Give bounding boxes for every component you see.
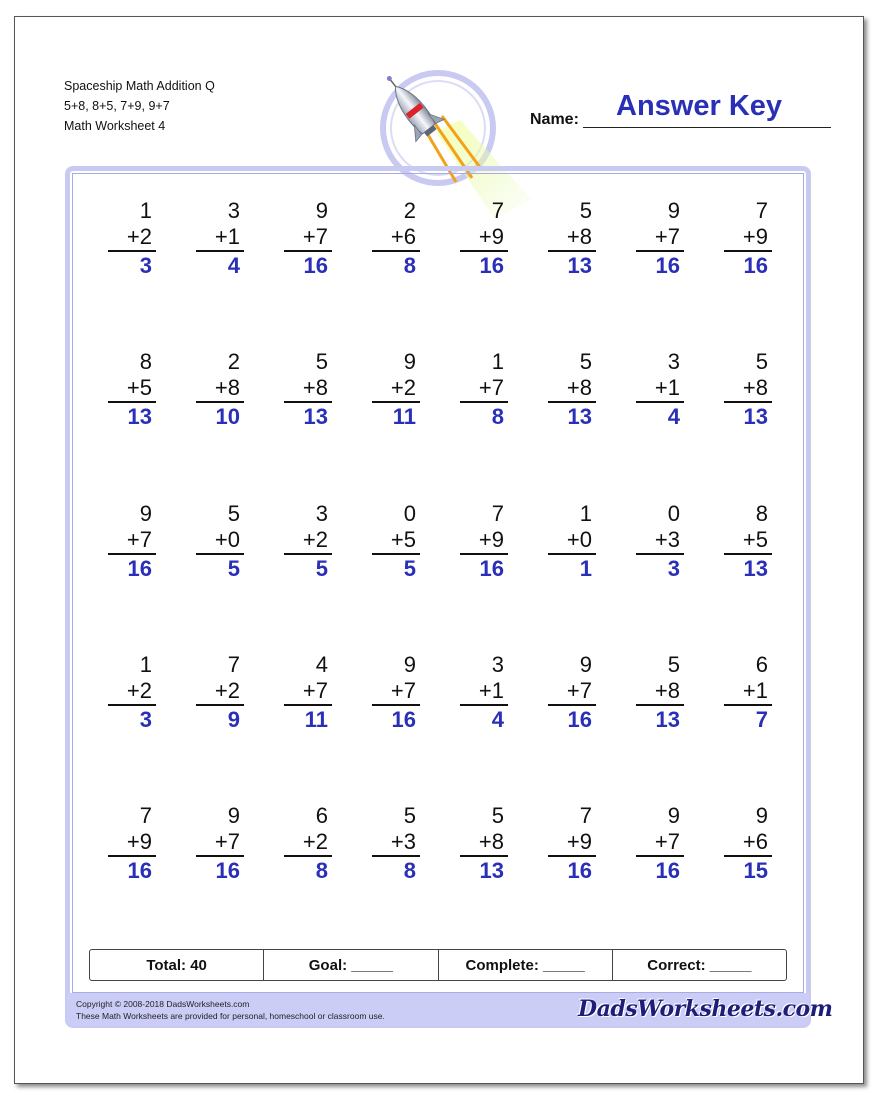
problem-addend-top: 1 bbox=[491, 349, 504, 374]
problem-addend-top: 9 bbox=[139, 501, 152, 526]
problem-addend-bottom: +7 bbox=[566, 678, 592, 703]
score-total: Total: 40 bbox=[90, 950, 264, 980]
worksheet-title: Spaceship Math Addition Q bbox=[64, 79, 215, 93]
problem bbox=[536, 652, 596, 734]
problem-addend-bottom: +1 bbox=[654, 375, 680, 400]
problem-addend-bottom: +1 bbox=[742, 678, 768, 703]
problem-addend-top: 0 bbox=[667, 501, 680, 526]
problem-answer: 5 bbox=[403, 556, 416, 581]
problem-addend-bottom: +8 bbox=[566, 375, 592, 400]
problem-addend-top: 3 bbox=[227, 198, 240, 223]
problem-answer: 7 bbox=[755, 707, 768, 732]
problem-addend-top: 2 bbox=[227, 349, 240, 374]
problem bbox=[536, 349, 596, 431]
problem bbox=[536, 501, 596, 583]
problem-answer: 13 bbox=[303, 404, 328, 429]
problem-answer: 3 bbox=[139, 253, 152, 278]
problem-addend-bottom: +0 bbox=[566, 527, 592, 552]
problem-answer: 15 bbox=[743, 858, 768, 883]
score-correct: Correct: _____ bbox=[647, 956, 752, 974]
problem bbox=[184, 198, 244, 280]
problem-answer: 5 bbox=[227, 556, 240, 581]
problem bbox=[272, 198, 332, 280]
problem bbox=[624, 652, 684, 734]
problem-addend-top: 7 bbox=[139, 803, 152, 828]
problem-answer: 13 bbox=[127, 404, 152, 429]
problem-addend-top: 9 bbox=[315, 198, 328, 223]
problem bbox=[536, 198, 596, 280]
problem-addend-bottom: +7 bbox=[126, 527, 152, 552]
problem-addend-top: 5 bbox=[403, 803, 416, 828]
problem-addend-bottom: +8 bbox=[302, 375, 328, 400]
problem-addend-bottom: +8 bbox=[654, 678, 680, 703]
problem-answer: 16 bbox=[215, 858, 240, 883]
footer-copyright bbox=[76, 998, 385, 1022]
problem-addend-bottom: +2 bbox=[126, 224, 152, 249]
problem-addend-top: 1 bbox=[139, 652, 152, 677]
problem bbox=[712, 349, 772, 431]
problem-answer: 3 bbox=[139, 707, 152, 732]
problem-answer: 13 bbox=[655, 707, 680, 732]
problem-addend-bottom: +7 bbox=[654, 224, 680, 249]
problem bbox=[96, 501, 156, 583]
problem-answer: 8 bbox=[403, 858, 416, 883]
problem-addend-top: 1 bbox=[139, 198, 152, 223]
brand-logo: DadsWorksheets.com bbox=[578, 996, 833, 1022]
problem bbox=[184, 349, 244, 431]
problem-addend-top: 5 bbox=[579, 198, 592, 223]
problem-answer: 11 bbox=[392, 404, 416, 429]
problem-addend-top: 2 bbox=[403, 198, 416, 223]
problem-answer: 16 bbox=[127, 858, 152, 883]
problem-addend-top: 6 bbox=[755, 652, 768, 677]
problem-addend-top: 9 bbox=[403, 349, 416, 374]
problem-addend-bottom: +3 bbox=[654, 527, 680, 552]
problem-addend-top: 9 bbox=[667, 198, 680, 223]
problem bbox=[624, 198, 684, 280]
problem-addend-bottom: +7 bbox=[478, 375, 504, 400]
copyright-text: Copyright © 2008-2018 DadsWorksheets.com bbox=[76, 999, 250, 1009]
problem-addend-top: 5 bbox=[227, 501, 240, 526]
problem bbox=[624, 501, 684, 583]
problem bbox=[448, 349, 508, 431]
problem-addend-bottom: +7 bbox=[302, 224, 328, 249]
problem bbox=[360, 198, 420, 280]
problem bbox=[712, 198, 772, 280]
problem-answer: 13 bbox=[743, 556, 768, 581]
problem-addend-bottom: +9 bbox=[478, 224, 504, 249]
problem-addend-top: 6 bbox=[315, 803, 328, 828]
answer-key-title: Answer Key bbox=[616, 90, 783, 122]
problem bbox=[184, 803, 244, 885]
problem-addend-top: 3 bbox=[315, 501, 328, 526]
problem-addend-bottom: +5 bbox=[126, 375, 152, 400]
problem-answer: 16 bbox=[655, 253, 680, 278]
problem bbox=[360, 349, 420, 431]
problem-addend-bottom: +2 bbox=[126, 678, 152, 703]
problem-answer: 16 bbox=[479, 556, 504, 581]
problem-answer: 16 bbox=[479, 253, 504, 278]
problem-answer: 4 bbox=[667, 404, 680, 429]
problem-answer: 8 bbox=[315, 858, 328, 883]
problem-addend-bottom: +9 bbox=[566, 829, 592, 854]
problem bbox=[624, 349, 684, 431]
problem-addend-top: 4 bbox=[315, 652, 328, 677]
problem-answer: 13 bbox=[743, 404, 768, 429]
problem-answer: 4 bbox=[491, 707, 504, 732]
problem-answer: 8 bbox=[403, 253, 416, 278]
problem-addend-bottom: +7 bbox=[654, 829, 680, 854]
worksheet-header bbox=[64, 76, 215, 136]
problem-addend-top: 3 bbox=[667, 349, 680, 374]
score-bar bbox=[89, 949, 787, 981]
problem-addend-top: 5 bbox=[667, 652, 680, 677]
problem-answer: 16 bbox=[743, 253, 768, 278]
problem bbox=[360, 501, 420, 583]
problem-answer: 16 bbox=[567, 707, 592, 732]
problem bbox=[448, 803, 508, 885]
problem-frame-inner bbox=[72, 173, 804, 993]
problem-addend-top: 9 bbox=[755, 803, 768, 828]
problem bbox=[360, 652, 420, 734]
problem-addend-bottom: +1 bbox=[478, 678, 504, 703]
problem bbox=[272, 349, 332, 431]
problem bbox=[272, 803, 332, 885]
problem-addend-top: 8 bbox=[139, 349, 152, 374]
problem-addend-bottom: +0 bbox=[214, 527, 240, 552]
problem-addend-bottom: +5 bbox=[390, 527, 416, 552]
name-label: Name: bbox=[530, 111, 579, 128]
problem-answer: 16 bbox=[655, 858, 680, 883]
problem-answer: 13 bbox=[479, 858, 504, 883]
problem-addend-top: 5 bbox=[315, 349, 328, 374]
problem-addend-top: 9 bbox=[403, 652, 416, 677]
problem-addend-top: 5 bbox=[491, 803, 504, 828]
problem bbox=[96, 652, 156, 734]
problem-addend-top: 7 bbox=[491, 198, 504, 223]
problem bbox=[96, 803, 156, 885]
problem-addend-top: 0 bbox=[403, 501, 416, 526]
problem-addend-bottom: +9 bbox=[742, 224, 768, 249]
score-complete: Complete: _____ bbox=[439, 950, 613, 980]
problem-addend-top: 5 bbox=[579, 349, 592, 374]
problem-answer: 10 bbox=[215, 404, 240, 429]
problem-addend-top: 8 bbox=[755, 501, 768, 526]
problem-answer: 16 bbox=[567, 858, 592, 883]
problem-answer: 3 bbox=[667, 556, 680, 581]
problem-addend-top: 7 bbox=[491, 501, 504, 526]
problem-addend-bottom: +3 bbox=[390, 829, 416, 854]
problem bbox=[272, 501, 332, 583]
worksheet-number: Math Worksheet 4 bbox=[64, 119, 166, 133]
problem-addend-bottom: +2 bbox=[302, 829, 328, 854]
problem-addend-bottom: +5 bbox=[742, 527, 768, 552]
problem-addend-bottom: +1 bbox=[214, 224, 240, 249]
name-line bbox=[583, 127, 831, 128]
problem bbox=[184, 501, 244, 583]
problem bbox=[712, 652, 772, 734]
problem-addend-bottom: +8 bbox=[742, 375, 768, 400]
problem-addend-bottom: +8 bbox=[478, 829, 504, 854]
problem-addend-bottom: +7 bbox=[214, 829, 240, 854]
worksheet-facts: 5+8, 8+5, 7+9, 9+7 bbox=[64, 99, 170, 113]
problem-addend-bottom: +9 bbox=[478, 527, 504, 552]
problem-answer: 16 bbox=[303, 253, 328, 278]
problem-answer: 13 bbox=[567, 253, 592, 278]
problem-addend-bottom: +6 bbox=[390, 224, 416, 249]
problem-answer: 8 bbox=[491, 404, 504, 429]
problem bbox=[712, 501, 772, 583]
problem-addend-top: 1 bbox=[579, 501, 592, 526]
problem-answer: 13 bbox=[567, 404, 592, 429]
problem bbox=[448, 501, 508, 583]
problem-addend-bottom: +8 bbox=[566, 224, 592, 249]
problem-addend-bottom: +7 bbox=[390, 678, 416, 703]
problem-addend-top: 9 bbox=[667, 803, 680, 828]
problem-addend-top: 9 bbox=[227, 803, 240, 828]
problem-answer: 5 bbox=[315, 556, 328, 581]
problem-addend-top: 5 bbox=[755, 349, 768, 374]
problem-answer: 1 bbox=[579, 556, 592, 581]
problem-answer: 11 bbox=[304, 707, 328, 732]
problem bbox=[448, 652, 508, 734]
problem bbox=[184, 652, 244, 734]
problem-addend-bottom: +7 bbox=[302, 678, 328, 703]
problem bbox=[96, 349, 156, 431]
problem-addend-bottom: +2 bbox=[390, 375, 416, 400]
problem-addend-bottom: +8 bbox=[214, 375, 240, 400]
problem-addend-top: 7 bbox=[579, 803, 592, 828]
problem-addend-top: 7 bbox=[755, 198, 768, 223]
problem-addend-top: 3 bbox=[491, 652, 504, 677]
problem-answer: 16 bbox=[127, 556, 152, 581]
problem-addend-top: 9 bbox=[579, 652, 592, 677]
problem bbox=[448, 198, 508, 280]
problem-addend-bottom: +9 bbox=[126, 829, 152, 854]
problem bbox=[272, 652, 332, 734]
problem bbox=[360, 803, 420, 885]
problem bbox=[624, 803, 684, 885]
problem-addend-top: 7 bbox=[227, 652, 240, 677]
problem-answer: 16 bbox=[391, 707, 416, 732]
problem-answer: 9 bbox=[227, 707, 240, 732]
problem bbox=[536, 803, 596, 885]
problem bbox=[96, 198, 156, 280]
score-goal: Goal: _____ bbox=[264, 950, 438, 980]
problem-addend-bottom: +2 bbox=[214, 678, 240, 703]
problem-addend-bottom: +6 bbox=[742, 829, 768, 854]
problem-addend-bottom: +2 bbox=[302, 527, 328, 552]
usage-notice: These Math Worksheets are provided for personal, homeschool or classroom use. bbox=[76, 1011, 385, 1021]
problem bbox=[712, 803, 772, 885]
problem-answer: 4 bbox=[227, 253, 240, 278]
